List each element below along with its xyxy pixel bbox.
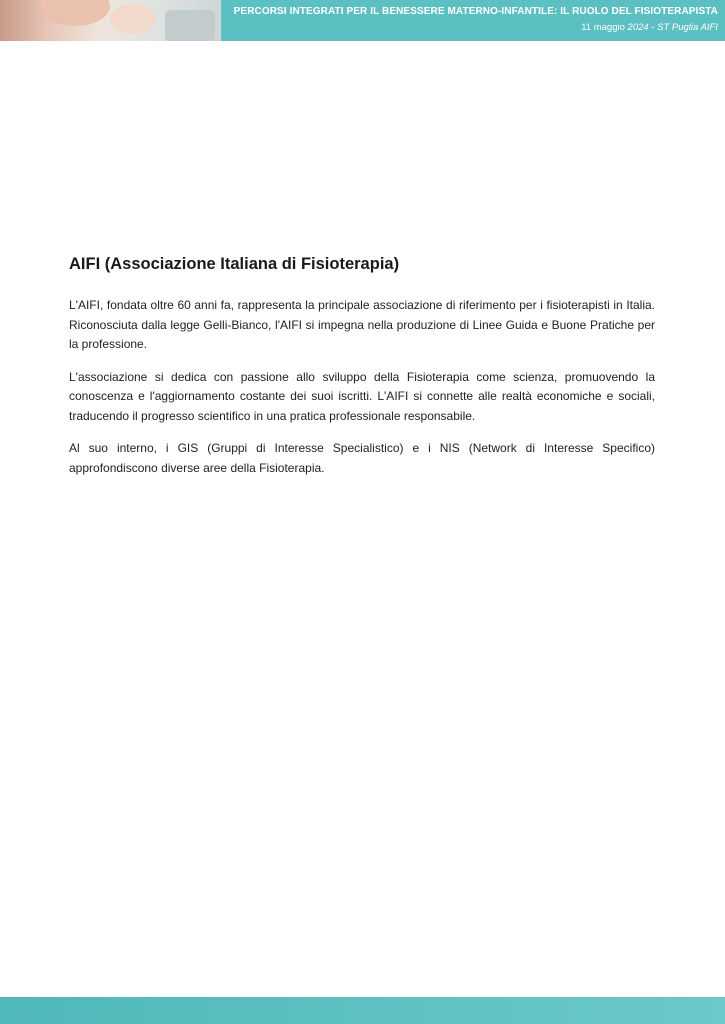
- photo-shape: [165, 10, 215, 41]
- section-heading: AIFI (Associazione Italiana di Fisioterapia): [69, 255, 400, 273]
- photo-shape: [40, 0, 110, 26]
- header-date-event: 2024 - ST Puglia AIFI: [627, 22, 718, 33]
- paragraph: L'AIFI, fondata oltre 60 anni fa, rappresenta la principale associazione di riferimento per i fisioterapisti in Italia. Riconosciuta dalla legge Gelli-Bianco, l'AIFI si impegna nella produzione di Linee Guida e Buone Pratiche per la professione.: [69, 298, 655, 351]
- page-header: [0, 0, 725, 41]
- header-title: PERCORSI INTEGRATI PER IL BENESSERE MATERNO-INFANTILE: IL RUOLO DEL FISIOTERAPISTA: [233, 6, 718, 17]
- paragraph: Al suo interno, i GIS (Gruppi di Interesse Specialistico) e i NIS (Network di Interesse Specifico) approfondiscono diverse aree della Fisioterapia.: [69, 441, 655, 475]
- header-date-day: 11 maggio: [581, 22, 628, 33]
- header-photo: [0, 0, 221, 41]
- page-footer-bar: [0, 997, 725, 1024]
- paragraph: L'associazione si dedica con passione allo sviluppo della Fisioterapia come scienza, promuovendo la conoscenza e l'aggiornamento costante dei suoi iscritti. L'AIFI si connette alle realtà economiche e sociali, traducendo il progresso scientifico in una pratica professionale responsabile.: [69, 369, 655, 423]
- main-content: [69, 253, 655, 491]
- header-date: [581, 22, 718, 33]
- photo-shape: [110, 4, 156, 34]
